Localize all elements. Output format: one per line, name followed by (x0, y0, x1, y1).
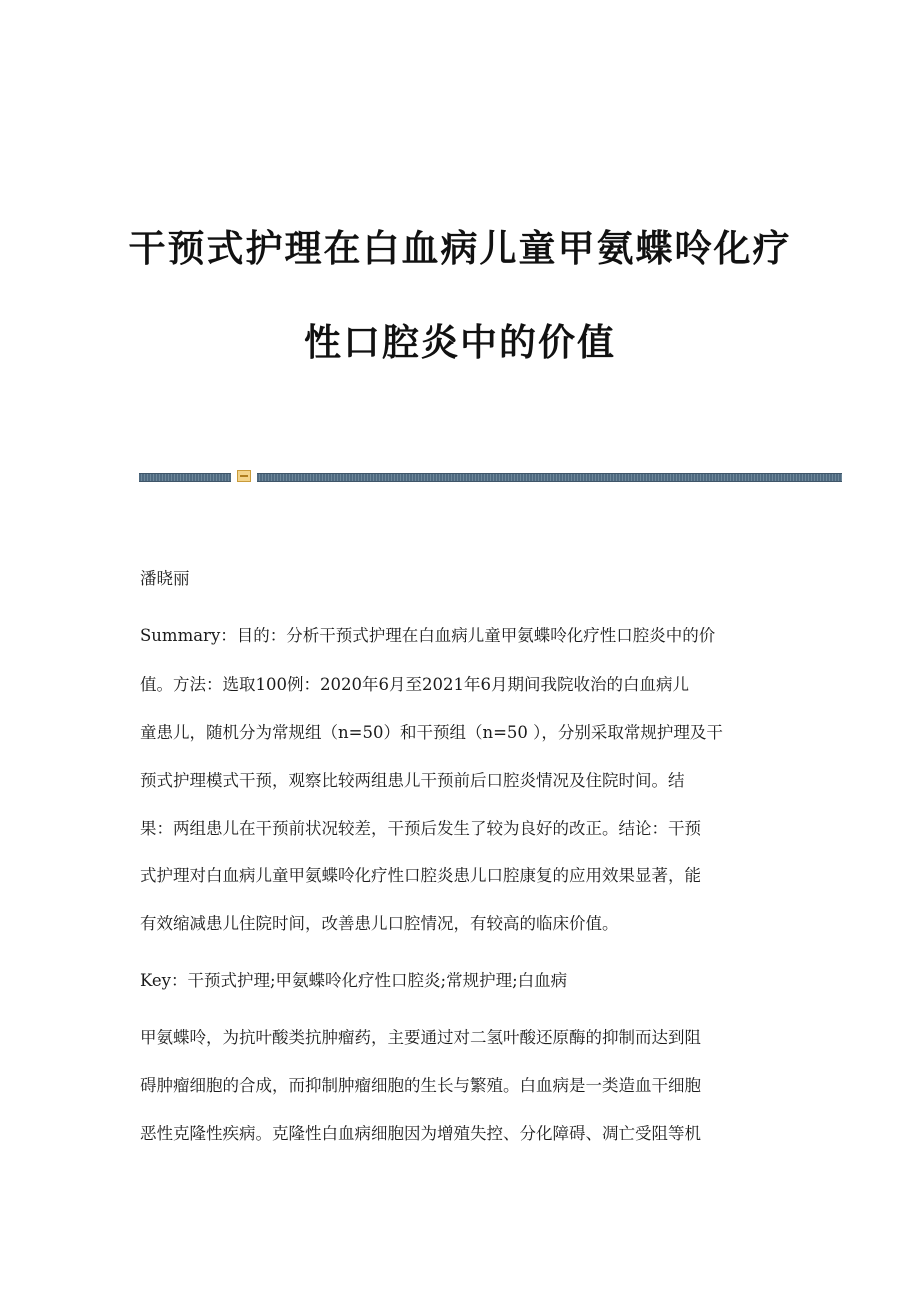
keywords-line: Key：干预式护理;甲氨蝶呤化疗性口腔炎;常规护理;白血病 (140, 971, 568, 990)
author-name: 潘晓丽 (140, 569, 190, 588)
body-line: 碍肿瘤细胞的合成，而抑制肿瘤细胞的生长与繁殖。白血病是一类造血干细胞 (140, 1076, 701, 1095)
summary-line: 童患儿，随机分为常规组（n=50）和干预组（n=50 ），分别采取常规护理及干 (140, 723, 723, 742)
body-line: 恶性克隆性疾病。克隆性白血病细胞因为增殖失控、分化障碍、凋亡受阻等机 (140, 1124, 701, 1143)
title-divider (139, 470, 842, 482)
title-line-2: 性口腔炎中的价值 (304, 321, 616, 364)
summary-line: 预式护理模式干预，观察比较两组患儿干预前后口腔炎情况及住院时间。结 (140, 771, 685, 790)
summary-line: 值。方法：选取100例：2020年6月至2021年6月期间我院收治的白血病儿 (140, 675, 689, 694)
summary-line: Summary：目的：分析干预式护理在白血病儿童甲氨蝶呤化疗性口腔炎中的价 (140, 626, 716, 645)
divider-badge-icon (237, 470, 251, 482)
summary-line: 果：两组患儿在干预前状况较差，干预后发生了较为良好的改正。结论：干预 (140, 819, 701, 838)
summary-line: 有效缩减患儿住院时间，改善患儿口腔情况，有较高的临床价值。 (140, 914, 619, 933)
body-line: 甲氨蝶呤，为抗叶酸类抗肿瘤药，主要通过对二氢叶酸还原酶的抑制而达到阻 (140, 1028, 701, 1047)
divider-bar-right (257, 473, 842, 482)
divider-bar-left (139, 473, 231, 482)
title-line-1: 干预式护理在白血病儿童甲氨蝶呤化疗 (128, 227, 792, 270)
summary-line: 式护理对白血病儿童甲氨蝶呤化疗性口腔炎患儿口腔康复的应用效果显著，能 (140, 866, 701, 885)
